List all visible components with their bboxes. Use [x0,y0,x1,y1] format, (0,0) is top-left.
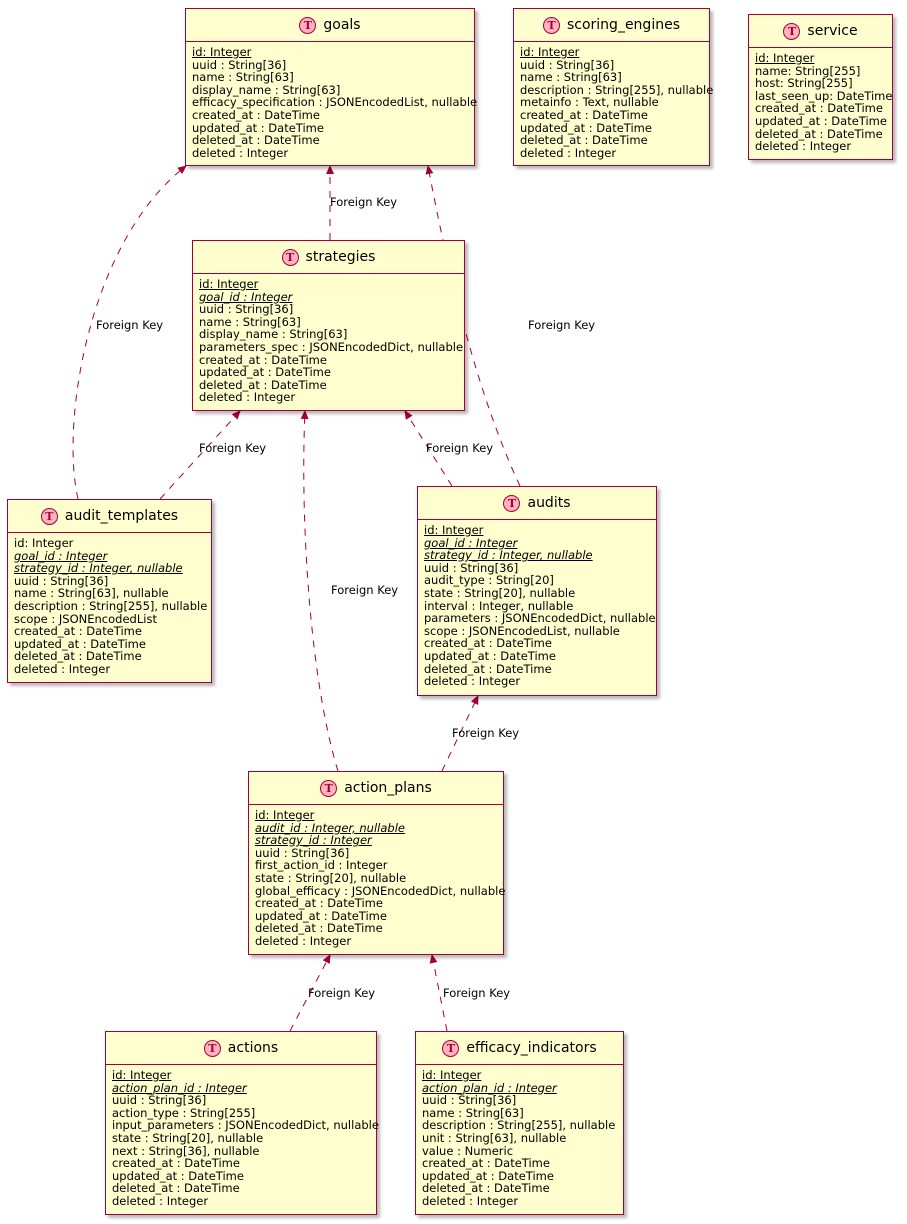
entity-field: deleted_at : DateTime [422,1181,550,1196]
table-icon: T [299,17,316,34]
entity-field: first_action_id : Integer [255,858,388,873]
entity-field: audit_type : String[20] [424,573,554,588]
edge-label-actions-action_plans: Foreign Key [308,986,376,1000]
table-icon: T [543,17,560,34]
entity-field: goal_id : Integer [424,535,518,550]
edge-label-action_plans-audits: Foreign Key [452,726,520,740]
entity-field: uuid : String[36] [199,302,294,317]
entity-field: deleted_at : DateTime [112,1181,240,1196]
entity-field: deleted_at : DateTime [199,377,327,392]
entity-field: efficacy_specification : JSONEncodedList, nullable [192,95,478,110]
entity-header-audits [418,487,656,520]
entity-field: display_name : String[63] [192,82,341,97]
entity-field: id: Integer [520,45,580,59]
entity-field: id: Integer [199,277,259,291]
entity-field: created_at : DateTime [192,107,320,122]
entity-actions[interactable] [105,1031,377,1215]
entity-field: display_name : String[63] [199,327,348,342]
entity-field: name : String[63] [199,314,301,329]
entity-field: id: Integer [192,45,252,59]
entity-field: id: Integer [14,536,74,550]
entity-header-actions [106,1032,376,1065]
entity-field: created_at : DateTime [422,1156,550,1171]
entity-field: updated_at : DateTime [520,120,652,135]
entity-field: parameters_spec : JSONEncodedDict, nullable [199,339,464,354]
entity-field: last_seen_up: DateTime [755,88,893,103]
entity-field: id: Integer [255,808,315,822]
entity-header-action_plans [249,772,503,805]
entity-action_plans[interactable] [248,771,504,955]
entity-field: name : String[63] [422,1105,524,1120]
entity-field: action_type : String[255] [112,1105,256,1120]
entity-title: goals [323,17,361,33]
entity-field: description : String[255], nullable [520,82,714,97]
entity-field: name : String[63] [192,70,294,85]
entity-title: audit_templates [64,508,179,524]
entity-field: global_efficacy : JSONEncodedDict, nullable [255,883,506,898]
entity-service[interactable] [748,14,893,160]
edge-label-audits-goals: Foreign Key [528,318,596,332]
entity-field: parameters : JSONEncodedDict, nullable [424,611,656,626]
table-icon: T [442,1040,459,1057]
entity-title: action_plans [344,780,432,796]
entity-field: scope : JSONEncodedList [14,611,157,626]
entity-fields-audit_templates [8,533,211,682]
entity-header-goals [186,9,474,42]
entity-field: created_at : DateTime [255,896,383,911]
entity-title: audits [527,495,571,511]
entity-field: uuid : String[36] [14,573,109,588]
relationship-edge-audit_templates-strategies [160,411,240,499]
entity-fields-action_plans [249,805,506,954]
entity-field: deleted : Integer [422,1193,519,1208]
entity-fields-service [749,48,892,159]
entity-scoring_engines[interactable] [513,8,714,166]
entity-field: strategy_id : Integer, nullable [14,561,183,576]
entity-field: updated_at : DateTime [192,120,324,135]
table-icon: T [204,1040,221,1057]
entity-field: created_at : DateTime [755,101,883,116]
entity-fields-audits [418,520,656,694]
entity-title: service [807,23,858,39]
entity-audit_templates[interactable] [7,499,212,683]
entity-field: uuid : String[36] [422,1093,517,1108]
entity-field: strategy_id : Integer, nullable [424,548,593,563]
entity-field: deleted : Integer [14,661,111,676]
entity-field: audit_id : Integer, nullable [255,820,405,835]
entity-header-strategies [193,241,464,274]
entity-field: deleted : Integer [424,674,521,689]
entity-field: metainfo : Text, nullable [520,95,659,110]
entity-field: scope : JSONEncodedList, nullable [424,623,620,638]
entity-strategies[interactable] [192,240,465,411]
entity-field: host: String[255] [755,76,853,91]
entity-field: created_at : DateTime [424,636,552,651]
entity-field: interval : Integer, nullable [424,598,574,613]
entity-field: uuid : String[36] [424,560,519,575]
edge-label-action_plans-strategies: Foreign Key [331,583,399,597]
entity-fields-efficacy_indicators [416,1065,623,1214]
entity-field: strategy_id : Integer [255,833,372,848]
edge-label-audits-strategies: Foreign Key [426,441,494,455]
edge-label-audit_templates-strategies: Foreign Key [199,441,267,455]
entity-fields-scoring_engines [514,42,714,165]
entity-fields-strategies [193,274,464,410]
entity-field: id: Integer [422,1068,482,1082]
entity-title: scoring_engines [566,17,680,33]
entity-field: uuid : String[36] [255,845,350,860]
entity-field: deleted : Integer [192,145,289,160]
entity-header-scoring_engines [514,9,709,42]
entity-field: updated_at : DateTime [755,113,887,128]
entity-field: action_plan_id : Integer [112,1080,247,1095]
entity-field: id: Integer [424,523,484,537]
entity-field: created_at : DateTime [199,352,327,367]
entity-fields-goals [186,42,478,165]
entity-goals[interactable] [185,8,478,166]
entity-field: deleted_at : DateTime [192,133,320,148]
entity-field: deleted_at : DateTime [520,133,648,148]
entity-title: actions [227,1040,279,1056]
entity-title: efficacy_indicators [466,1040,597,1056]
entity-field: name: String[255] [755,63,861,78]
entity-field: deleted : Integer [199,390,296,405]
entity-field: created_at : DateTime [520,107,648,122]
entity-field: uuid : String[36] [192,57,287,72]
table-icon: T [783,23,800,40]
entity-field: updated_at : DateTime [424,648,556,663]
entity-field: uuid : String[36] [520,57,615,72]
entity-field: deleted : Integer [520,145,617,160]
entity-field: updated_at : DateTime [112,1168,244,1183]
entity-field: input_parameters : JSONEncodedDict, nullable [112,1118,379,1133]
relationship-edge-audit_templates-goals [73,166,186,499]
edge-label-strategies-goals: Foreign Key [330,195,398,209]
entity-field: deleted_at : DateTime [255,921,383,936]
entity-field: created_at : DateTime [14,624,142,639]
table-icon: T [282,249,299,266]
entity-field: goal_id : Integer [199,289,293,304]
entity-field: id: Integer [755,51,815,65]
entity-field: uuid : String[36] [112,1093,207,1108]
entity-field: deleted_at : DateTime [755,126,883,141]
entity-field: action_plan_id : Integer [422,1080,557,1095]
entity-field: updated_at : DateTime [14,636,146,651]
entity-field: unit : String[63], nullable [422,1130,567,1145]
entity-field: state : String[20], nullable [255,870,407,885]
table-icon: T [320,780,337,797]
entity-audits[interactable] [417,486,657,696]
entity-header-audit_templates [8,500,211,533]
entity-field: deleted : Integer [112,1193,209,1208]
entity-field: description : String[255], nullable [14,598,208,613]
entity-header-efficacy_indicators [416,1032,623,1065]
entity-header-service [749,15,892,48]
table-icon: T [503,495,520,512]
entity-field: description : String[255], nullable [422,1118,616,1133]
entity-field: deleted_at : DateTime [424,661,552,676]
entity-title: strategies [305,249,376,265]
edge-label-efficacy_indicators-action_plans: Foreign Key [443,986,511,1000]
entity-field: updated_at : DateTime [255,908,387,923]
entity-field: id: Integer [112,1068,172,1082]
entity-field: state : String[20], nullable [112,1130,264,1145]
entity-field: updated_at : DateTime [199,365,331,380]
table-icon: T [41,508,58,525]
entity-field: created_at : DateTime [112,1156,240,1171]
edge-label-audit_templates-goals: Foreign Key [96,318,164,332]
entity-fields-actions [106,1065,379,1214]
entity-field: updated_at : DateTime [422,1168,554,1183]
entity-field: name : String[63] [520,70,622,85]
entity-field: deleted_at : DateTime [14,649,142,664]
entity-field: next : String[36], nullable [112,1143,260,1158]
entity-field: state : String[20], nullable [424,585,576,600]
entity-efficacy_indicators[interactable] [415,1031,624,1215]
entity-field: name : String[63], nullable [14,586,169,601]
entity-field: goal_id : Integer [14,548,108,563]
entity-field: deleted : Integer [755,139,852,154]
entity-field: value : Numeric [422,1143,514,1158]
entity-field: deleted : Integer [255,933,352,948]
